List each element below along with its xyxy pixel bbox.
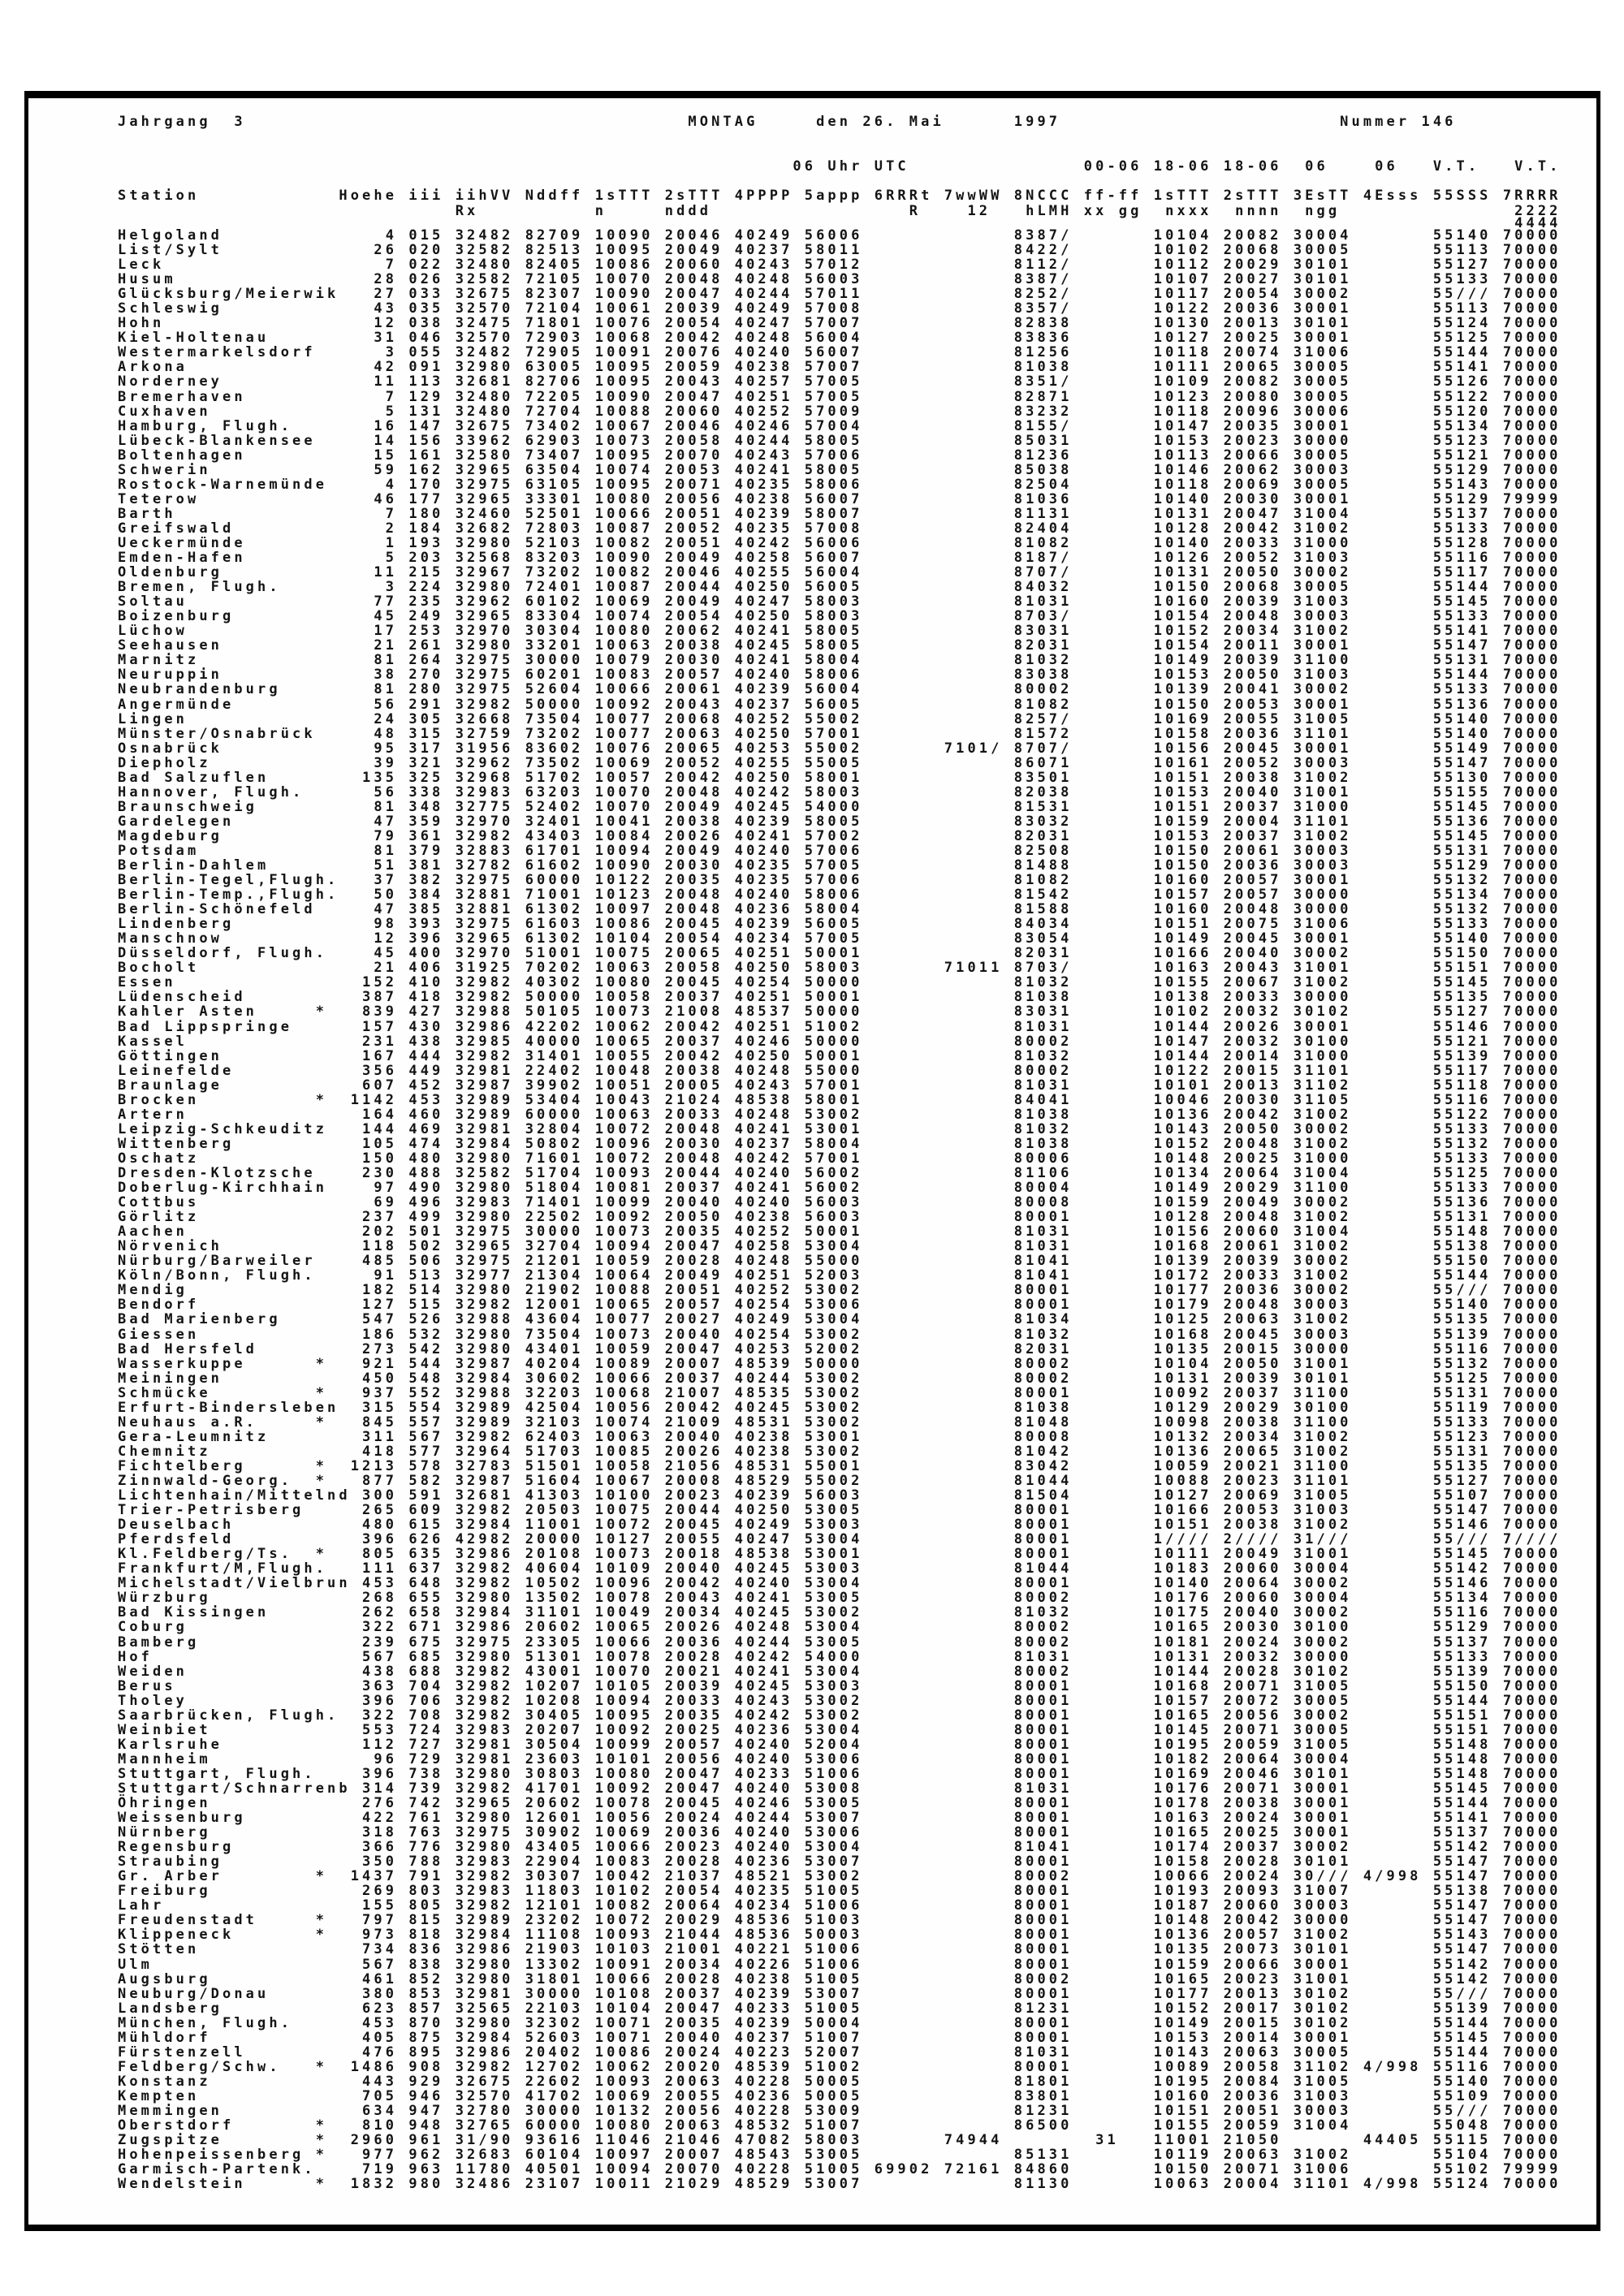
station-row: Bocholt 21 406 31925 70202 10063 20058 40250 58003 71011 8703/ 10163 20043 31001 55151 70000: [118, 960, 1561, 977]
station-row: Norderney 11 113 32681 82706 10095 20043 40257 57005 8351/ 10109 20082 30005 55126 70000: [118, 373, 1561, 391]
station-row: Braunlage 607 452 32987 39902 10051 20005 40243 57001 81031 10101 20013 31102 55118 70000: [118, 1077, 1561, 1094]
station-row: Freudenstadt * 797 815 32989 23202 10072 20029 48536 51003 80001 10148 20042 30000 55147 70000: [118, 1912, 1561, 1929]
station-row: Berlin-Tegel,Flugh. 37 382 32975 60000 10122 20035 40235 57006 81082 10160 20057 30001 55132 70000: [118, 872, 1561, 889]
station-row: Memmingen 634 947 32780 30000 10132 20056 40228 53009 81231 10151 20051 30003 55/// 70000: [118, 2103, 1561, 2119]
station-row: Boizenburg 45 249 32965 83304 10074 20054 40250 58003 8703/ 10154 20048 30003 55133 70000: [118, 608, 1561, 625]
station-row: Bremen, Flugh. 3 224 32980 72401 10087 20044 40250 56005 84032 10150 20068 30005 55144 70000: [118, 579, 1561, 596]
station-row: Lüdenscheid 387 418 32982 50000 10058 20037 40251 50001 81038 10138 20033 30000 55135 70000: [118, 989, 1561, 1006]
station-row: Schleswig 43 035 32570 72104 10061 20039 40249 57008 8357/ 10122 20036 30001 55113 70000: [118, 300, 1561, 317]
station-row: Berlin-Temp.,Flugh. 50 384 32881 71001 10123 20048 40240 58006 81542 10157 20057 30000 55134 70000: [118, 887, 1561, 904]
station-row: Leipzig-Schkeuditz 144 469 32981 32804 10072 20048 40241 53001 81032 10143 20050 30002 55133 70000: [118, 1120, 1561, 1137]
station-row: Bad Kissingen 262 658 32984 31101 10049 20034 40245 53002 81032 10175 20040 30002 55116 70000: [118, 1604, 1561, 1621]
station-row: Neubrandenburg 81 280 32975 52604 10066 20061 40239 56004 80002 10139 20041 30002 55133 70000: [118, 681, 1561, 698]
station-row: Frankfurt/M,Flugh. 111 637 32982 40604 10109 20040 40245 53003 81044 10183 20060 30004 55142 70000: [118, 1560, 1561, 1577]
station-row: Weiden 438 688 32982 43001 10070 20021 40241 53004 80002 10144 20028 30102 55139 70000: [118, 1663, 1561, 1680]
station-row: Wittenberg 105 474 32984 50802 10096 20030 40237 58004 81038 10152 20048 31002 55132 70000: [118, 1135, 1561, 1152]
station-row: Soltau 77 235 32962 60102 10069 20049 40247 58003 81031 10160 20039 31003 55145 70000: [118, 593, 1561, 611]
station-row: Stuttgart, Flugh. 396 738 32980 30803 10080 20047 40233 51006 80001 10169 20046 30101 55148 70000: [118, 1765, 1561, 1782]
station-row: Hamburg, Flugh. 16 147 32675 73402 10067 20046 40246 57004 8155/ 10147 20035 30001 55134 70000: [118, 417, 1561, 434]
station-row: Hof 567 685 32980 51301 10078 20028 40242 54000 81031 10131 20032 30000 55133 70000: [118, 1648, 1561, 1665]
station-row: Angermünde 56 291 32982 50000 10092 20043 40237 56005 81082 10150 20053 30001 55136 70000: [118, 696, 1561, 713]
station-row: Brocken * 1142 453 32989 53404 10043 21024 48538 58001 84041 10046 20030 31105 55116 70000: [118, 1091, 1561, 1108]
station-row: Barth 7 180 32460 52501 10066 20051 40239 58007 81131 10131 20047 31004 55137 70000: [118, 505, 1561, 522]
station-row: Trier-Petrisberg 265 609 32982 20503 10075 20044 40250 53005 80001 10166 20053 31003 55147 70000: [118, 1502, 1561, 1519]
station-row: Neuburg/Donau 380 853 32981 30000 10108 20037 40239 53007 80001 10177 20013 30102 55/// 70000: [118, 1985, 1561, 2002]
station-row: Potsdam 81 379 32883 61701 10094 20049 40240 57006 82508 10150 20061 30003 55131 70000: [118, 842, 1561, 859]
document-page: [24, 91, 1600, 2231]
station-row: Kassel 231 438 32985 40000 10065 20037 40246 50000 80002 10147 20032 30100 55121 70000: [118, 1033, 1561, 1050]
column-subheader-line2: 4444: [118, 215, 1561, 231]
station-row: Marnitz 81 264 32975 30000 10079 20030 40241 58004 81032 10149 20039 31100 55131 70000: [118, 652, 1561, 669]
station-row: Magdeburg 79 361 32982 43403 10084 20026 40241 57002 82031 10153 20037 31002 55145 70000: [118, 827, 1561, 844]
station-row: Fichtelberg * 1213 578 32783 51501 10058 21056 48531 55001 83042 10059 20021 31100 55135 70000: [118, 1457, 1561, 1474]
station-row: Bad Marienberg 547 526 32988 43604 10077 20027 40249 53004 81034 10125 20063 31002 55135 70000: [118, 1311, 1561, 1328]
station-row: Köln/Bonn, Flugh. 91 513 32977 21304 10064 20049 40251 52003 81041 10172 20033 31002 55144 70000: [118, 1267, 1561, 1284]
station-row: Weissenburg 422 761 32980 12601 10056 20024 40244 53007 80001 10163 20024 30001 55141 70000: [118, 1810, 1561, 1827]
station-row: Cottbus 69 496 32983 71401 10099 20040 40240 56003 80008 10159 20049 30002 55136 70000: [118, 1194, 1561, 1211]
station-row: Gardelegen 47 359 32970 32401 10041 20038 40239 58005 83032 10159 20004 31101 55136 70000: [118, 813, 1561, 830]
station-row: Doberlug-Kirchhain 97 490 32980 51804 10081 20037 40241 56002 80004 10149 20029 31100 55133 70000: [118, 1180, 1561, 1197]
station-row: Aachen 202 501 32975 30000 10073 20035 40252 50001 81031 10156 20060 31004 55148 70000: [118, 1224, 1561, 1241]
station-row: Ueckermünde 1 193 32980 52103 10082 20051 40242 56006 81082 10140 20033 31000 55128 70000: [118, 534, 1561, 551]
station-row: Oldenburg 11 215 32967 73202 10082 20046 40255 56004 8707/ 10131 20050 30002 55117 70000: [118, 564, 1561, 581]
station-row: München, Flugh. 453 870 32980 32302 10071 20035 40239 50004 80001 10149 20015 30102 55144 70000: [118, 2014, 1561, 2031]
station-row: Ulm 567 838 32980 13302 10091 20034 40226 51006 80001 10159 20066 30001 55142 70000: [118, 1956, 1561, 1973]
station-row: Bamberg 239 675 32975 23305 10066 20036 40244 53005 80002 10181 20024 30002 55137 70000: [118, 1634, 1561, 1651]
station-row: Dresden-Klotzsche 230 488 32582 51704 10093 20044 40240 56002 81106 10134 20064 31004 55125 70000: [118, 1165, 1561, 1181]
station-row: Karlsruhe 112 727 32981 30504 10099 20057 40240 52004 80001 10195 20059 31005 55148 70000: [118, 1736, 1561, 1753]
station-row: Kempten 705 946 32570 41702 10069 20055 40236 50005 83801 10160 20036 31003 55109 70000: [118, 2087, 1561, 2104]
station-row: Kl.Feldberg/Ts. * 805 635 32986 20108 10073 20018 48538 53001 80001 10111 20049 31001 55145 70000: [118, 1546, 1561, 1563]
column-header-line: Station Hoehe iii iihVV Nddff 1sTTT 2sTTT 4PPPP 5appp 6RRRt 7wwWW 8NCCC ff-ff 1sTTT 2sTTT 3EsTT 4Esss 55SSS 7RRRR: [118, 188, 1561, 204]
station-row: Helgoland 4 015 32482 82709 10090 20046 40249 56006 8387/ 10104 20082 30004 55140 70000: [118, 227, 1561, 244]
station-row: Boltenhagen 15 161 32580 73407 10095 20070 40243 57006 81236 10113 20066 30005 55121 70000: [118, 447, 1561, 464]
station-row: Arkona 42 091 32980 63005 10095 20059 40238 57007 81038 10111 20065 30005 55141 70000: [118, 359, 1561, 376]
station-row: Kiel-Holtenau 31 046 32570 72903 10068 20042 40248 56004 83836 10127 20025 30001 55125 70000: [118, 330, 1561, 347]
station-row: Zinnwald-Georg. * 877 582 32987 51604 10067 20008 48529 55002 81044 10088 20023 31101 55127 70000: [118, 1472, 1561, 1489]
station-row: Regensburg 366 776 32980 43405 10066 20023 40240 53004 81041 10174 20037 30002 55142 70000: [118, 1839, 1561, 1856]
station-row: Stuttgart/Schnarrenb 314 739 32982 41701 10092 20047 40240 53008 81031 10176 20071 30001 55145 70000: [118, 1780, 1561, 1797]
station-row: Mannheim 96 729 32981 23603 10101 20056 40240 53006 80001 10182 20064 30004 55148 70000: [118, 1750, 1561, 1767]
station-row: Michelstadt/Vielbrun 453 648 32982 10502 10096 20042 40240 53004 80001 10140 20064 30002 55146 70000: [118, 1575, 1561, 1592]
station-row: Mühldorf 405 875 32984 52603 10071 20040 40237 51007 80001 10153 20014 30001 55145 70000: [118, 2029, 1561, 2046]
station-row: Neuruppin 38 270 32975 60201 10083 20057 40240 58006 83038 10153 20050 31003 55144 70000: [118, 667, 1561, 684]
station-row: Gr. Arber * 1437 791 32982 30307 10042 21037 48521 53002 80002 10066 20024 30/// 4/998 55147 70000: [118, 1868, 1561, 1885]
station-row: Zugspitze * 2960 961 31/90 93616 11046 21046 47082 58003 74944 31 11001 21050 44405 55115 70000: [118, 2132, 1561, 2149]
station-row: Wasserkuppe * 921 544 32987 40204 10089 20007 48539 50000 80002 10104 20050 31001 55132 70000: [118, 1355, 1561, 1372]
station-row: Freiburg 269 803 32983 11803 10102 20054 40235 51005 80001 10193 20093 31007 55138 70000: [118, 1883, 1561, 1900]
station-row: Lingen 24 305 32668 73504 10077 20068 40252 55002 8257/ 10169 20055 31005 55140 70000: [118, 710, 1561, 727]
station-row: Weinbiet 553 724 32983 20207 10092 20025 40236 53004 80001 10145 20071 30005 55151 70000: [118, 1721, 1561, 1738]
station-row: Hannover, Flugh. 56 338 32983 63203 10070 20048 40242 58003 82038 10153 20040 31001 55155 70000: [118, 783, 1561, 801]
station-row: Lüchow 17 253 32970 30304 10080 20062 40241 58005 83031 10152 20034 31002 55141 70000: [118, 623, 1561, 640]
weather-station-table: [118, 228, 1561, 2191]
station-row: Fürstenzell 476 895 32986 20402 10086 20024 40223 52007 81031 10143 20063 30005 55144 70000: [118, 2044, 1561, 2061]
station-row: Lichtenhain/Mittelnd 300 591 32681 41303 10100 20023 40239 56003 81504 10127 20069 31005 55107 70000: [118, 1487, 1561, 1504]
station-row: Glücksburg/Meierwik 27 033 32675 82307 10090 20047 40244 57011 8252/ 10117 20054 30002 55/// 70000: [118, 286, 1561, 303]
station-row: Straubing 350 788 32983 22904 10083 20028 40236 53007 80001 10158 20028 30101 55147 70000: [118, 1854, 1561, 1871]
station-row: Bendorf 127 515 32982 12001 10065 20057 40254 53006 80001 10179 20048 30003 55140 70000: [118, 1297, 1561, 1314]
station-row: Görlitz 237 499 32980 22502 10092 20050 40238 56003 80001 10128 20048 31002 55131 70000: [118, 1209, 1561, 1226]
station-row: Feldberg/Schw. * 1486 908 32982 12702 10062 20020 48539 51002 80001 10089 20058 31102 4/998 55116 70000: [118, 2058, 1561, 2075]
station-row: Osnabrück 95 317 31956 83602 10076 20065 40253 55002 7101/ 8707/ 10156 20045 30001 55149 70000: [118, 740, 1561, 757]
station-row: Hohn 12 038 32475 71801 10076 20054 40247 57007 82838 10130 20013 30101 55124 70000: [118, 315, 1561, 332]
station-row: Bad Salzuflen 135 325 32968 51702 10057 20042 40250 58001 83501 10151 20038 31002 55130 70000: [118, 769, 1561, 786]
station-row: Kahler Asten * 839 427 32988 50105 10073 21008 48537 50000 83031 10102 20032 30102 55127 70000: [118, 1003, 1561, 1021]
station-row: Konstanz 443 929 32675 22602 10093 20063 40228 50005 81801 10195 20084 31005 55140 70000: [118, 2073, 1561, 2090]
station-row: Leck 7 022 32480 82405 10086 20060 40243 57012 8112/ 10112 20029 30101 55127 70000: [118, 257, 1561, 274]
station-row: Lindenberg 98 393 32975 61603 10086 20045 40239 56005 84034 10151 20075 31006 55133 70000: [118, 916, 1561, 933]
station-row: Pferdsfeld 396 626 42982 20000 10127 20055 40247 53004 80001 1//// 2//// 31/// 55/// 7////: [118, 1531, 1561, 1548]
station-row: Nörvenich 118 502 32965 32704 10094 20047 40258 53004 81031 10168 20061 31002 55138 70000: [118, 1238, 1561, 1255]
station-row: Leinefelde 356 449 32981 22402 10048 20038 40248 55000 80002 10122 20015 31101 55117 70000: [118, 1062, 1561, 1079]
station-row: Schwerin 59 162 32965 63504 10074 20053 40241 58005 85038 10146 20062 30003 55129 70000: [118, 461, 1561, 478]
station-row: Giessen 186 532 32980 73504 10073 20040 40254 53002 81032 10168 20045 30003 55139 70000: [118, 1326, 1561, 1343]
column-subheader-line: Rx n nddd R 12 hLMH xx gg nxxx nnnn ngg 2222: [118, 203, 1561, 219]
station-row: Stötten 734 836 32986 21903 10103 21001 40221 51006 80001 10135 20073 30101 55147 70000: [118, 1941, 1561, 1958]
station-row: Rostock-Warnemünde 4 170 32975 63105 10095 20071 40235 58006 82504 10118 20069 30005 55143 70000: [118, 476, 1561, 493]
masthead-line: Jahrgang 3 MONTAG den 26. Mai 1997 Nummer 146: [118, 114, 1457, 130]
period-header-line: 06 Uhr UTC 00-06 18-06 18-06 06 06 V.T. V.T.: [118, 158, 1561, 175]
station-row: Seehausen 21 261 32980 33201 10063 20038 40245 58005 82031 10154 20011 30001 55147 70000: [118, 637, 1561, 654]
station-row: Berlin-Schönefeld 47 385 32881 61302 10097 20048 40236 58004 81588 10160 20048 30000 55132 70000: [118, 901, 1561, 918]
station-row: Würzburg 268 655 32980 13502 10078 20043 40241 53005 80002 10176 20060 30004 55134 70000: [118, 1590, 1561, 1607]
station-row: Göttingen 167 444 32982 31401 10055 20042 40250 50001 81032 10144 20014 31000 55139 70000: [118, 1047, 1561, 1064]
station-row: Hohenpeissenberg * 977 962 32683 60104 10097 20007 48543 53005 85131 10119 20063 31002 55104 70000: [118, 2147, 1561, 2164]
station-row: Erfurt-Bindersleben 315 554 32989 42504 10056 20042 40245 53002 81038 10129 20029 30100 55119 70000: [118, 1399, 1561, 1416]
station-row: Nürnberg 318 763 32975 30902 10069 20036 40240 53006 80001 10165 20025 30001 55137 70000: [118, 1824, 1561, 1841]
station-row: Düsseldorf, Flugh. 45 400 32970 51001 10075 20065 40251 50001 82031 10166 20040 30002 55150 70000: [118, 945, 1561, 962]
station-row: Schmücke * 937 552 32988 32203 10068 21007 48535 53002 80001 10092 20037 31100 55131 70000: [118, 1384, 1561, 1401]
station-row: Deuselbach 480 615 32984 11001 10072 20045 40249 53003 80001 10151 20038 31002 55146 70000: [118, 1517, 1561, 1534]
station-row: Essen 152 410 32982 40302 10080 20045 40254 50000 81032 10155 20067 31002 55145 70000: [118, 974, 1561, 991]
station-row: Gera-Leumnitz 311 567 32982 62403 10063 20040 40238 53001 80008 10132 20034 31002 55123 70000: [118, 1428, 1561, 1445]
station-row: Diepholz 39 321 32962 73502 10069 20052 40255 55005 86071 10161 20052 30003 55147 70000: [118, 754, 1561, 771]
station-row: Landsberg 623 857 32565 22103 10104 20047 40233 51005 81231 10152 20017 30102 55139 70000: [118, 2000, 1561, 2017]
station-row: Chemnitz 418 577 32964 51703 10085 20026 40238 53002 81042 10136 20065 31002 55131 70000: [118, 1443, 1561, 1460]
station-row: Meiningen 450 548 32984 30602 10066 20037 40244 53002 80002 10131 20039 30101 55125 70000: [118, 1370, 1561, 1387]
station-row: Garmisch-Partenk. 719 963 11780 40501 10094 20070 40228 51005 69902 72161 84860 10150 20071 31006 55102 79999: [118, 2161, 1561, 2178]
station-row: Neuhaus a.R. * 845 557 32989 32103 10074 21009 48531 53002 81048 10098 20038 31100 55133 70000: [118, 1413, 1561, 1431]
station-row: Oberstdorf * 810 948 32765 60000 10080 20063 48532 51007 86500 10155 20059 31004 55048 70000: [118, 2117, 1561, 2134]
station-row: Bad Hersfeld 273 542 32980 43401 10059 20047 40253 52002 82031 10135 20015 30000 55116 70000: [118, 1340, 1561, 1357]
station-row: List/Sylt 26 020 32582 82513 10095 20049 40237 58011 8422/ 10102 20068 30005 55113 70000: [118, 242, 1561, 259]
station-row: Bad Lippspringe 157 430 32986 42202 10062 20042 40251 51002 81031 10144 20026 30001 55146 70000: [118, 1018, 1561, 1035]
station-row: Augsburg 461 852 32980 31801 10066 20028 40238 51005 80002 10165 20023 31001 55142 70000: [118, 1970, 1561, 1987]
station-row: Oschatz 150 480 32980 71601 10072 20048 40242 57001 80006 10148 20025 31000 55133 70000: [118, 1150, 1561, 1167]
station-row: Teterow 46 177 32965 33301 10080 20056 40238 56007 81036 10140 20030 30001 55129 79999: [118, 490, 1561, 507]
station-row: Husum 28 026 32582 72105 10070 20048 40248 56003 8387/ 10107 20027 30101 55133 70000: [118, 271, 1561, 288]
station-row: Manschnow 12 396 32965 61302 10104 20054 40234 57005 83054 10149 20045 30001 55140 70000: [118, 930, 1561, 947]
station-row: Wendelstein * 1832 980 32486 23107 10011 21029 48529 53007 81130 10063 20004 31101 4/998 55124 70000: [118, 2176, 1561, 2193]
station-row: Tholey 396 706 32982 10208 10094 20033 40243 53002 80001 10157 20072 30005 55144 70000: [118, 1692, 1561, 1709]
station-row: Berus 363 704 32982 10207 10105 20039 40245 53003 80001 10168 20071 31005 55150 70000: [118, 1677, 1561, 1694]
station-row: Artern 164 460 32989 60000 10063 20033 40248 53002 81038 10136 20042 31002 55122 70000: [118, 1106, 1561, 1123]
station-row: Emden-Hafen 5 203 32568 83203 10090 20049 40258 56007 8187/ 10126 20052 31003 55116 70000: [118, 550, 1561, 567]
station-row: Saarbrücken, Flugh. 322 708 32982 30405 10095 20035 40242 53002 80001 10165 20056 30002 55151 70000: [118, 1707, 1561, 1724]
station-row: Westermarkelsdorf 3 055 32482 72905 10091 20076 40240 56007 81256 10118 20074 31006 55144 70000: [118, 344, 1561, 361]
station-row: Lübeck-Blankensee 14 156 33962 62903 10073 20058 40244 58005 85031 10153 20023 30000 55123 70000: [118, 432, 1561, 449]
station-row: Berlin-Dahlem 51 381 32782 61602 10090 20030 40235 57005 81488 10150 20036 30003 55129 70000: [118, 857, 1561, 874]
station-row: Bremerhaven 7 129 32480 72205 10090 20047 40251 57005 82871 10123 20080 30005 55122 70000: [118, 388, 1561, 405]
station-row: Coburg 322 671 32986 20602 10065 20026 40248 53004 80002 10165 20030 30100 55129 70000: [118, 1619, 1561, 1636]
station-row: Nürburg/Barweiler 485 506 32975 21201 10059 20028 40248 55000 81041 10139 20039 30002 55150 70000: [118, 1253, 1561, 1270]
station-row: Öhringen 276 742 32965 20602 10078 20045 40246 53005 80001 10178 20038 30001 55144 70000: [118, 1795, 1561, 1812]
station-row: Münster/Osnabrück 48 315 32759 73202 10077 20063 40250 57001 81572 10158 20036 31101 55140 70000: [118, 725, 1561, 742]
station-row: Greifswald 2 184 32682 72803 10087 20052 40235 57008 82404 10128 20042 31002 55133 70000: [118, 520, 1561, 537]
station-row: Braunschweig 81 348 32775 52402 10070 20049 40245 54000 81531 10151 20037 31000 55145 70000: [118, 798, 1561, 815]
station-row: Klippeneck * 973 818 32984 11108 10093 21044 48536 50003 80001 10136 20057 31002 55143 70000: [118, 1927, 1561, 1944]
station-row: Lahr 155 805 32982 12101 10082 20064 40234 51006 80001 10187 20060 30003 55147 70000: [118, 1897, 1561, 1914]
station-row: Cuxhaven 5 131 32480 72704 10088 20060 40252 57009 83232 10118 20096 30006 55120 70000: [118, 403, 1561, 420]
station-row: Mendig 182 514 32980 21902 10088 20051 40252 53002 80001 10177 20036 30002 55/// 70000: [118, 1282, 1561, 1299]
